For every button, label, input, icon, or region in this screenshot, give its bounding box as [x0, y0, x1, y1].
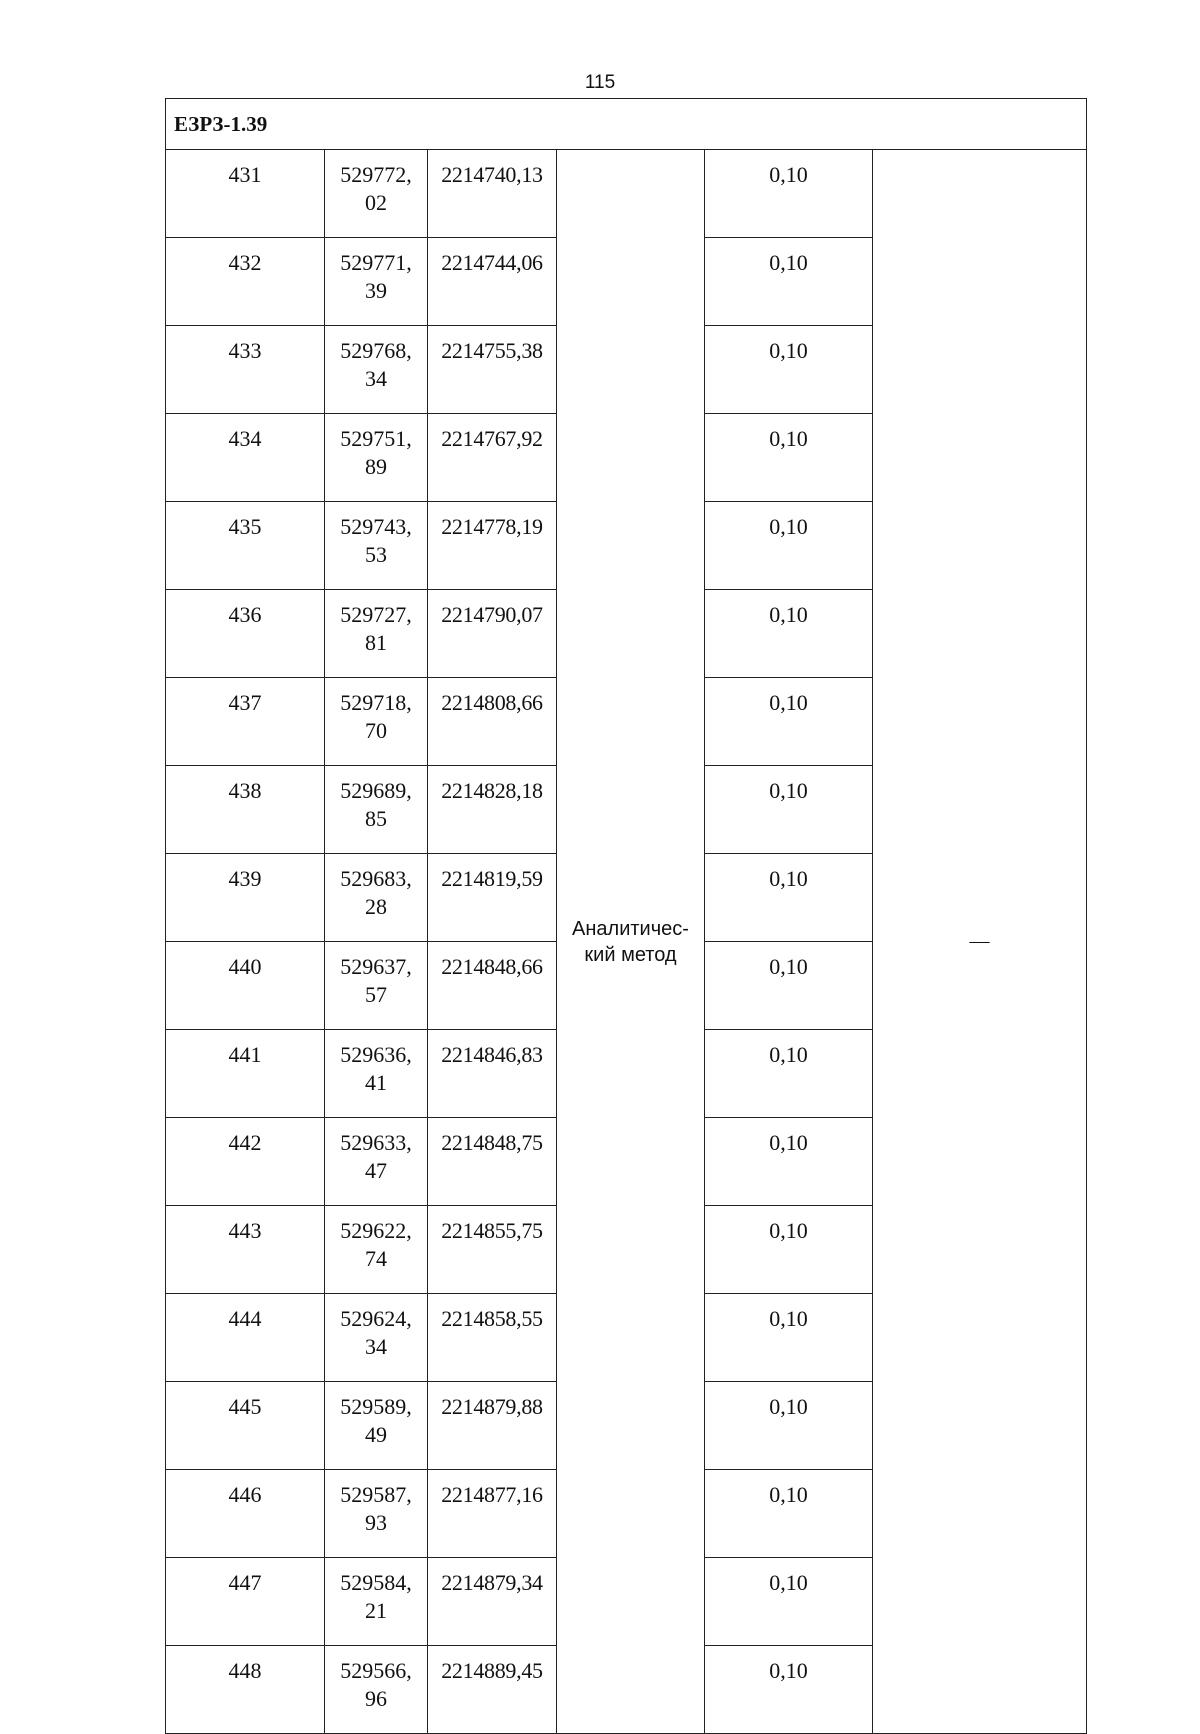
x-coordinate-integer-part: 529584,: [340, 1570, 412, 1595]
y-coordinate-cell: 2214755,38: [428, 326, 557, 414]
point-number-cell: 441: [166, 1030, 325, 1118]
x-coordinate-fraction-part: 85: [365, 806, 387, 831]
point-number-cell: 444: [166, 1294, 325, 1382]
point-number-cell: 447: [166, 1558, 325, 1646]
x-coordinate-integer-part: 529637,: [340, 954, 412, 979]
x-coordinate-integer-part: 529768,: [340, 338, 412, 363]
method-cell: [557, 150, 705, 1734]
y-coordinate-cell: 2214855,75: [428, 1206, 557, 1294]
accuracy-cell: 0,10: [705, 1646, 873, 1734]
x-coordinate-cell: [325, 238, 428, 326]
point-number-cell: 440: [166, 942, 325, 1030]
accuracy-cell: 0,10: [705, 854, 873, 942]
note-dash: —: [969, 930, 990, 952]
coordinates-table: [165, 98, 1087, 1734]
x-coordinate-fraction-part: 49: [365, 1422, 387, 1447]
x-coordinate-integer-part: 529589,: [340, 1394, 412, 1419]
x-coordinate-fraction-part: 96: [365, 1686, 387, 1711]
x-coordinate-integer-part: 529718,: [340, 690, 412, 715]
y-coordinate-cell: 2214778,19: [428, 502, 557, 590]
accuracy-cell: 0,10: [705, 414, 873, 502]
point-number-cell: 439: [166, 854, 325, 942]
accuracy-cell: 0,10: [705, 678, 873, 766]
x-coordinate-integer-part: 529772,: [340, 162, 412, 187]
x-coordinate-cell: [325, 1558, 428, 1646]
x-coordinate-cell: [325, 1118, 428, 1206]
x-coordinate-fraction-part: 93: [365, 1510, 387, 1535]
y-coordinate-cell: 2214767,92: [428, 414, 557, 502]
section-title: ЕЗРЗ-1.39: [166, 99, 1087, 150]
accuracy-cell: 0,10: [705, 1382, 873, 1470]
x-coordinate-fraction-part: 34: [365, 1334, 387, 1359]
x-coordinate-integer-part: 529771,: [340, 250, 412, 275]
x-coordinate-cell: [325, 678, 428, 766]
point-number-cell: 435: [166, 502, 325, 590]
accuracy-cell: 0,10: [705, 1294, 873, 1382]
table-row: [166, 150, 1087, 238]
accuracy-cell: 0,10: [705, 1558, 873, 1646]
x-coordinate-fraction-part: 47: [365, 1158, 387, 1183]
y-coordinate-cell: 2214879,88: [428, 1382, 557, 1470]
x-coordinate-fraction-part: 89: [365, 454, 387, 479]
accuracy-cell: 0,10: [705, 1030, 873, 1118]
point-number-cell: 437: [166, 678, 325, 766]
y-coordinate-cell: 2214828,18: [428, 766, 557, 854]
x-coordinate-cell: [325, 326, 428, 414]
x-coordinate-cell: [325, 854, 428, 942]
x-coordinate-cell: [325, 1382, 428, 1470]
section-header-row: [166, 99, 1087, 150]
accuracy-cell: 0,10: [705, 1206, 873, 1294]
x-coordinate-cell: [325, 502, 428, 590]
point-number-cell: 446: [166, 1470, 325, 1558]
x-coordinate-fraction-part: 74: [365, 1246, 387, 1271]
y-coordinate-cell: 2214744,06: [428, 238, 557, 326]
x-coordinate-integer-part: 529624,: [340, 1306, 412, 1331]
point-number-cell: 448: [166, 1646, 325, 1734]
y-coordinate-cell: 2214808,66: [428, 678, 557, 766]
x-coordinate-cell: [325, 1646, 428, 1734]
accuracy-cell: 0,10: [705, 150, 873, 238]
x-coordinate-integer-part: 529727,: [340, 602, 412, 627]
x-coordinate-cell: [325, 1030, 428, 1118]
page-number: 115: [584, 72, 616, 93]
x-coordinate-fraction-part: 21: [365, 1598, 387, 1623]
y-coordinate-cell: 2214877,16: [428, 1470, 557, 1558]
point-number-cell: 443: [166, 1206, 325, 1294]
x-coordinate-cell: [325, 150, 428, 238]
accuracy-cell: 0,10: [705, 1470, 873, 1558]
y-coordinate-cell: 2214819,59: [428, 854, 557, 942]
x-coordinate-fraction-part: 57: [365, 982, 387, 1007]
accuracy-cell: 0,10: [705, 326, 873, 414]
x-coordinate-fraction-part: 41: [365, 1070, 387, 1095]
point-number-cell: 433: [166, 326, 325, 414]
point-number-cell: 445: [166, 1382, 325, 1470]
point-number-cell: 434: [166, 414, 325, 502]
accuracy-cell: 0,10: [705, 766, 873, 854]
x-coordinate-cell: [325, 414, 428, 502]
y-coordinate-cell: 2214848,66: [428, 942, 557, 1030]
x-coordinate-integer-part: 529751,: [340, 426, 412, 451]
x-coordinate-integer-part: 529622,: [340, 1218, 412, 1243]
point-number-cell: 442: [166, 1118, 325, 1206]
x-coordinate-integer-part: 529566,: [340, 1658, 412, 1683]
x-coordinate-fraction-part: 70: [365, 718, 387, 743]
accuracy-cell: 0,10: [705, 1118, 873, 1206]
y-coordinate-cell: 2214846,83: [428, 1030, 557, 1118]
x-coordinate-integer-part: 529689,: [340, 778, 412, 803]
x-coordinate-cell: [325, 590, 428, 678]
accuracy-cell: 0,10: [705, 238, 873, 326]
x-coordinate-cell: [325, 766, 428, 854]
x-coordinate-fraction-part: 28: [365, 894, 387, 919]
point-number-cell: 431: [166, 150, 325, 238]
x-coordinate-integer-part: 529636,: [340, 1042, 412, 1067]
accuracy-cell: 0,10: [705, 590, 873, 678]
y-coordinate-cell: 2214790,07: [428, 590, 557, 678]
x-coordinate-fraction-part: 81: [365, 630, 387, 655]
x-coordinate-integer-part: 529587,: [340, 1482, 412, 1507]
x-coordinate-integer-part: 529633,: [340, 1130, 412, 1155]
note-cell: [873, 150, 1087, 1734]
x-coordinate-fraction-part: 02: [365, 190, 387, 215]
x-coordinate-integer-part: 529683,: [340, 866, 412, 891]
x-coordinate-cell: [325, 1206, 428, 1294]
y-coordinate-cell: 2214858,55: [428, 1294, 557, 1382]
x-coordinate-fraction-part: 53: [365, 542, 387, 567]
point-number-cell: 436: [166, 590, 325, 678]
x-coordinate-fraction-part: 39: [365, 278, 387, 303]
accuracy-cell: 0,10: [705, 502, 873, 590]
x-coordinate-cell: [325, 1470, 428, 1558]
x-coordinate-cell: [325, 1294, 428, 1382]
x-coordinate-fraction-part: 34: [365, 366, 387, 391]
method-text-line2: кий метод: [584, 943, 677, 966]
x-coordinate-cell: [325, 942, 428, 1030]
y-coordinate-cell: 2214848,75: [428, 1118, 557, 1206]
coordinates-table-body: [166, 99, 1087, 1734]
point-number-cell: 432: [166, 238, 325, 326]
x-coordinate-integer-part: 529743,: [340, 514, 412, 539]
accuracy-cell: 0,10: [705, 942, 873, 1030]
y-coordinate-cell: 2214740,13: [428, 150, 557, 238]
method-text-line1: Аналитичес-: [572, 917, 689, 940]
point-number-cell: 438: [166, 766, 325, 854]
y-coordinate-cell: 2214879,34: [428, 1558, 557, 1646]
y-coordinate-cell: 2214889,45: [428, 1646, 557, 1734]
